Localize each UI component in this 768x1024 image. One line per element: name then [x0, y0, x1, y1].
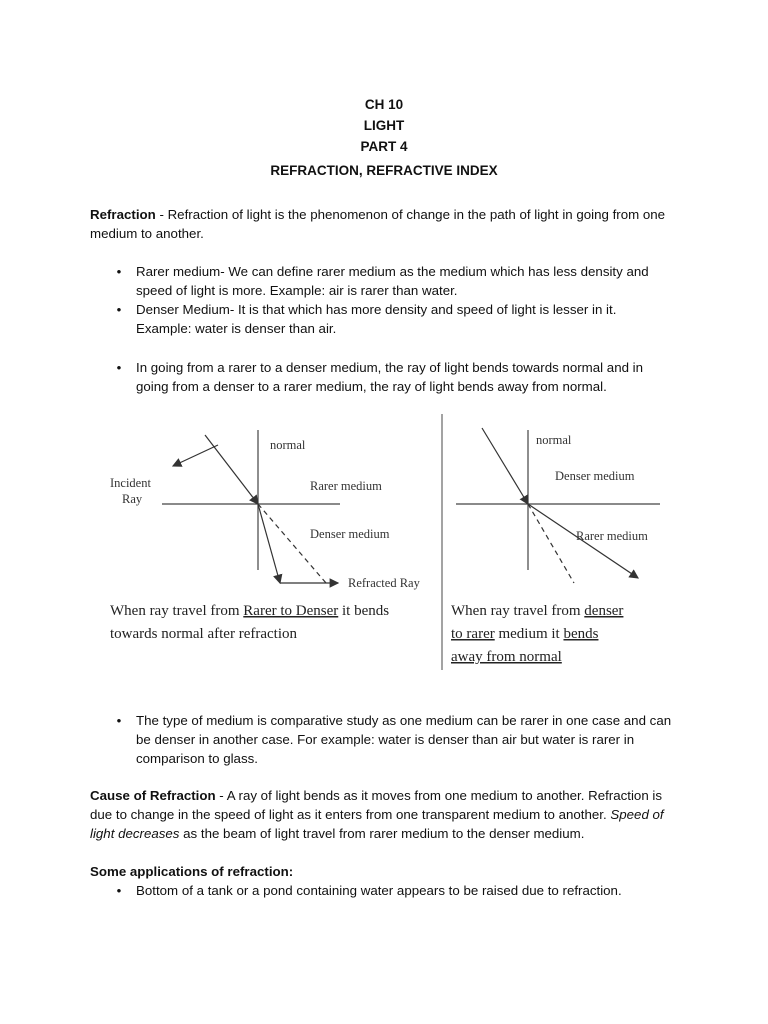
left-caption-part-1: When ray travel from [110, 603, 244, 619]
cause-of-refraction [90, 786, 680, 843]
left-caption-line-1 [110, 603, 389, 619]
right-extended-ray [528, 504, 574, 583]
comparative-text: The type of medium is comparative study as one medium can be rarer in one case and can be denser in another case. For example: water is denser than air but water is rarer in comparison to glass. [136, 713, 672, 766]
list-item [114, 881, 674, 900]
bending-text: In going from a rarer to a denser medium, the ray of light bends towards normal and in going from a denser to a rarer medium, the ray of light bends away from normal. [136, 360, 644, 394]
refraction-definition [90, 205, 680, 243]
refraction-text: - Refraction of light is the phenomenon of change in the path of light in going from one medium to another. [90, 207, 666, 241]
refraction-term: Refraction [90, 207, 156, 222]
right-caption-medium-it: medium it [494, 626, 564, 642]
part-label: PART 4 [360, 139, 408, 154]
list-item [114, 358, 674, 396]
rarer-medium-text: Rarer medium- We can define rarer medium as the medium which has less density and speed of light is more. Example: air is rarer than water. [136, 264, 649, 298]
denser-medium-text: Denser Medium- It is that which has more density and speed of light is lesser in it. Example: water is denser than air. [136, 302, 617, 336]
left-denser-label: Denser medium [310, 527, 390, 541]
cause-text: - A ray of light bends as it moves from one medium to another. Refraction is due to change in the speed of light as it enters from one transparent medium to another. [90, 788, 663, 822]
cause-text-2: as the beam of light travel from rarer medium to the denser medium. [179, 826, 585, 841]
left-normal-label: normal [270, 438, 306, 452]
left-incident-label-2: Ray [122, 492, 143, 506]
refraction-diagram [100, 400, 680, 675]
right-caption-line-3: away from normal [451, 649, 562, 665]
right-caption-to-rarer: to rarer [451, 626, 495, 642]
section-title: REFRACTION, REFRACTIVE INDEX [270, 163, 498, 178]
bullet-icon: • [116, 883, 122, 898]
right-rarer-label: Rarer medium [576, 529, 648, 543]
comparative-bullet-list [114, 711, 674, 768]
cause-term: Cause of Refraction [90, 788, 216, 803]
refraction-diagram-svg [100, 400, 680, 675]
bullet-icon: • [116, 264, 122, 279]
left-caption-link: Rarer to Denser [243, 603, 339, 619]
left-incident-label-1: Incident [110, 476, 151, 490]
topic-label: LIGHT [363, 118, 405, 133]
right-caption-line-2 [451, 626, 599, 642]
right-caption-line-1 [451, 603, 623, 619]
left-rarer-label: Rarer medium [310, 479, 382, 493]
bullet-icon: • [116, 360, 122, 375]
right-caption-bends: bends [563, 626, 599, 642]
right-caption-denser: denser [584, 603, 624, 619]
right-incident-ray [482, 428, 528, 504]
left-refracted-label: Refracted Ray [348, 576, 420, 590]
list-item [114, 262, 674, 300]
list-item [114, 300, 674, 338]
chapter-label: CH 10 [364, 97, 404, 112]
media-bullet-list [114, 262, 674, 338]
bending-bullet-list [114, 358, 674, 396]
applications-list [114, 881, 674, 900]
left-refracted-ray [258, 504, 280, 583]
cause-italic: Speed of light decreases [90, 807, 664, 841]
application-item-text: Bottom of a tank or a pond containing water appears to be raised due to refraction. [136, 883, 622, 898]
left-caption-line-2: towards normal after refraction [110, 626, 297, 642]
left-incident-pointer [173, 445, 218, 466]
list-item [114, 711, 674, 768]
bullet-icon: • [116, 302, 122, 317]
left-caption-part-2: it bends [338, 603, 390, 619]
bullet-icon: • [116, 713, 122, 728]
right-caption-part-1: When ray travel from [451, 603, 585, 619]
left-extended-ray [258, 504, 326, 583]
left-incident-ray [205, 435, 258, 504]
right-normal-label: normal [536, 433, 572, 447]
applications-heading: Some applications of refraction: [90, 864, 294, 879]
right-denser-label: Denser medium [555, 469, 635, 483]
